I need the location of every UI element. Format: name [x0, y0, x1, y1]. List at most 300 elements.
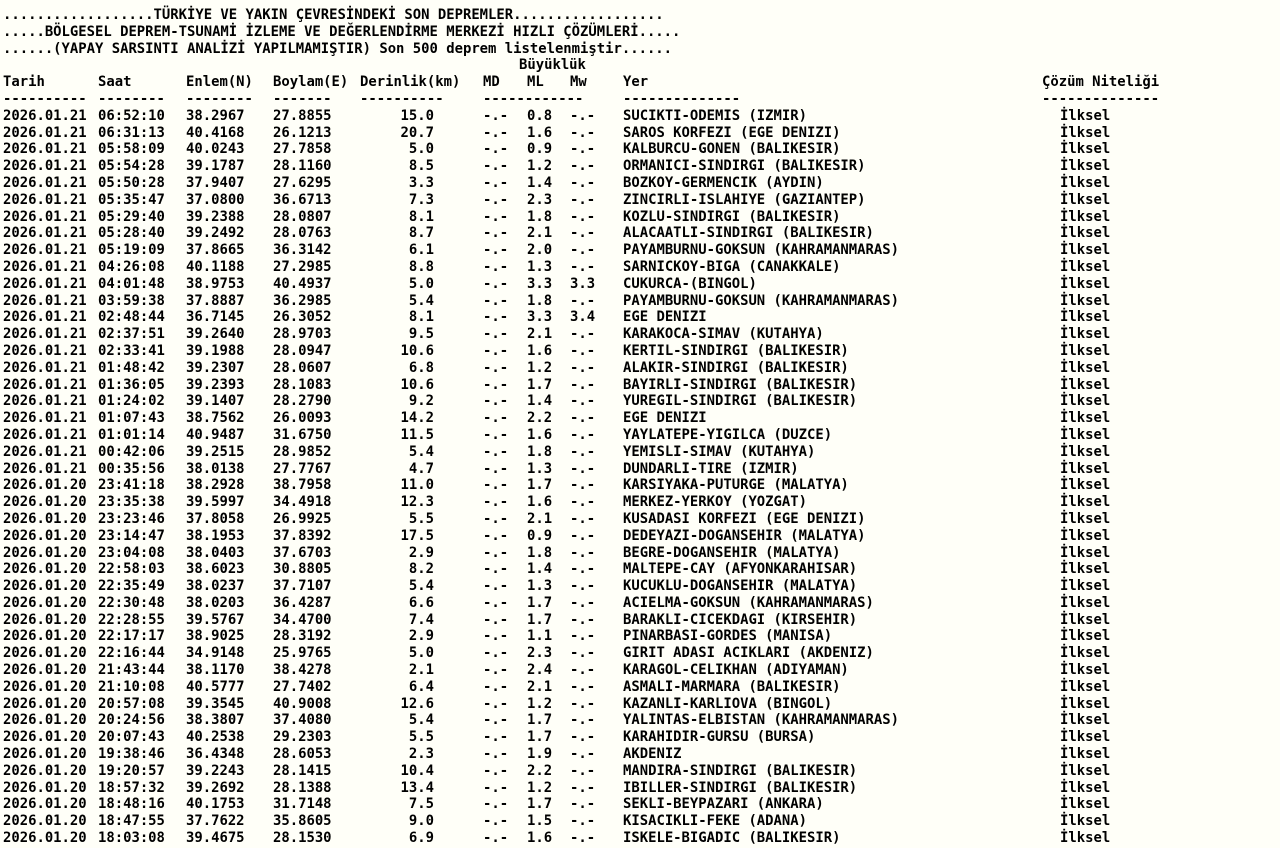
cell-lon: 36.3142 [273, 242, 332, 259]
cell-date: 2026.01.20 [3, 712, 87, 729]
cell-lon: 26.3052 [273, 309, 332, 326]
cell-lon: 36.4287 [273, 594, 332, 611]
cell-lon: 34.4700 [273, 611, 332, 628]
cell-lon: 28.3192 [273, 628, 332, 645]
cell-md: -.- [483, 594, 509, 611]
separator-time: -------- [98, 90, 165, 107]
cell-mw: -.- [570, 628, 596, 645]
cell-md: -.- [483, 242, 509, 259]
cell-time: 00:42:06 [98, 443, 165, 460]
cell-ml: 1.8 [527, 443, 553, 460]
cell-lon: 28.2790 [273, 393, 332, 410]
cell-md: -.- [483, 830, 509, 847]
cell-mw: -.- [570, 426, 596, 443]
cell-ml: 2.4 [527, 662, 553, 679]
cell-location: KARAGOL-CELIKHAN (ADIYAMAN) [623, 662, 849, 679]
cell-mw: -.- [570, 342, 596, 359]
cell-depth: 5.5 [408, 510, 434, 527]
cell-lat: 39.2492 [186, 225, 245, 242]
cell-quality: İlksel [1060, 174, 1111, 191]
cell-ml: 1.7 [527, 712, 553, 729]
cell-ml: 1.8 [527, 544, 553, 561]
cell-mw: -.- [570, 813, 596, 830]
cell-location: KERTIL-SINDIRGI (BALIKESIR) [623, 342, 849, 359]
cell-lat: 39.2393 [186, 376, 245, 393]
cell-depth: 2.9 [408, 628, 434, 645]
cell-location: GIRIT ADASI ACIKLARI (AKDENIZ) [623, 645, 874, 662]
cell-time: 22:35:49 [98, 578, 165, 595]
cell-lat: 39.3545 [186, 695, 245, 712]
cell-lon: 29.2303 [273, 729, 332, 746]
cell-ml: 2.2 [527, 410, 553, 427]
cell-time: 22:30:48 [98, 594, 165, 611]
cell-lat: 37.9407 [186, 174, 245, 191]
cell-date: 2026.01.20 [3, 477, 87, 494]
cell-time: 21:10:08 [98, 678, 165, 695]
cell-depth: 8.5 [408, 158, 434, 175]
cell-md: -.- [483, 191, 509, 208]
cell-ml: 2.3 [527, 191, 553, 208]
table-row [3, 259, 1280, 276]
column-header-location: Yer [623, 74, 649, 91]
cell-mw: -.- [570, 477, 596, 494]
cell-date: 2026.01.20 [3, 645, 87, 662]
cell-ml: 2.0 [527, 242, 553, 259]
cell-date: 2026.01.20 [3, 594, 87, 611]
cell-time: 04:26:08 [98, 258, 165, 275]
column-header-quality: Çözüm Niteliği [1042, 74, 1160, 91]
separator-row [3, 91, 1280, 108]
cell-ml: 2.1 [527, 510, 553, 527]
cell-date: 2026.01.21 [3, 326, 87, 343]
table-row [3, 141, 1280, 158]
cell-location: ZINCIRLI-ISLAHIYE (GAZIANTEP) [623, 191, 866, 208]
cell-lon: 28.1415 [273, 762, 332, 779]
table-row [3, 645, 1280, 662]
cell-depth: 12.3 [400, 494, 434, 511]
cell-mw: -.- [570, 191, 596, 208]
cell-lon: 26.9925 [273, 510, 332, 527]
cell-date: 2026.01.20 [3, 796, 87, 813]
cell-date: 2026.01.20 [3, 527, 87, 544]
separator-date: ---------- [3, 90, 87, 107]
cell-md: -.- [483, 527, 509, 544]
cell-md: -.- [483, 729, 509, 746]
cell-depth: 5.4 [408, 292, 434, 309]
cell-md: -.- [483, 628, 509, 645]
table-row [3, 545, 1280, 562]
cell-quality: İlksel [1060, 158, 1111, 175]
cell-md: -.- [483, 359, 509, 376]
table-row [3, 125, 1280, 142]
cell-lon: 30.8805 [273, 561, 332, 578]
cell-lon: 38.7958 [273, 477, 332, 494]
table-row [3, 729, 1280, 746]
cell-date: 2026.01.21 [3, 342, 87, 359]
cell-location: YEMISLI-SIMAV (KUTAHYA) [623, 443, 816, 460]
cell-quality: İlksel [1060, 662, 1111, 679]
cell-lon: 28.1160 [273, 158, 332, 175]
cell-lat: 39.1988 [186, 342, 245, 359]
cell-date: 2026.01.20 [3, 611, 87, 628]
cell-ml: 0.9 [527, 141, 553, 158]
cell-depth: 5.4 [408, 443, 434, 460]
header-line-3: ......(YAPAY SARSINTI ANALİZİ YAPILMAMIŞTIR) Son 500 deprem listelenmiştir...... [3, 40, 673, 57]
cell-ml: 1.5 [527, 813, 553, 830]
table-row [3, 293, 1280, 310]
cell-md: -.- [483, 779, 509, 796]
cell-quality: İlksel [1060, 460, 1111, 477]
cell-lon: 28.0607 [273, 359, 332, 376]
separator-location: -------------- [623, 90, 741, 107]
cell-ml: 1.6 [527, 426, 553, 443]
cell-ml: 1.6 [527, 494, 553, 511]
cell-depth: 6.9 [408, 830, 434, 847]
table-row [3, 746, 1280, 763]
cell-mw: -.- [570, 208, 596, 225]
cell-time: 01:07:43 [98, 410, 165, 427]
cell-md: -.- [483, 796, 509, 813]
cell-time: 02:48:44 [98, 309, 165, 326]
cell-lon: 25.9765 [273, 645, 332, 662]
column-header-mw: Mw [570, 74, 587, 91]
cell-depth: 8.7 [408, 225, 434, 242]
cell-location: KUCUKLU-DOGANSEHIR (MALATYA) [623, 578, 858, 595]
cell-location: SAROS KORFEZI (EGE DENIZI) [623, 124, 841, 141]
cell-date: 2026.01.21 [3, 191, 87, 208]
cell-quality: İlksel [1060, 208, 1111, 225]
cell-time: 05:58:09 [98, 141, 165, 158]
cell-md: -.- [483, 443, 509, 460]
cell-date: 2026.01.20 [3, 729, 87, 746]
cell-lat: 39.1787 [186, 158, 245, 175]
cell-lon: 36.6713 [273, 191, 332, 208]
cell-lat: 39.5767 [186, 611, 245, 628]
cell-lon: 27.7402 [273, 678, 332, 695]
cell-lat: 38.7562 [186, 410, 245, 427]
cell-location: DUNDARLI-TIRE (IZMIR) [623, 460, 799, 477]
cell-lon: 38.4278 [273, 662, 332, 679]
table-row [3, 225, 1280, 242]
cell-ml: 1.2 [527, 158, 553, 175]
cell-md: -.- [483, 208, 509, 225]
table-row [3, 712, 1280, 729]
separator-lon: ------- [273, 90, 332, 107]
cell-mw: -.- [570, 695, 596, 712]
magnitude-group-header [3, 57, 1280, 74]
cell-date: 2026.01.20 [3, 746, 87, 763]
cell-mw: 3.3 [570, 275, 596, 292]
cell-md: -.- [483, 292, 509, 309]
cell-date: 2026.01.20 [3, 578, 87, 595]
cell-quality: İlksel [1060, 645, 1111, 662]
cell-depth: 4.7 [408, 460, 434, 477]
cell-ml: 1.4 [527, 393, 553, 410]
table-row [3, 175, 1280, 192]
cell-date: 2026.01.20 [3, 813, 87, 830]
cell-ml: 1.2 [527, 359, 553, 376]
cell-location: EGE DENIZI [623, 410, 707, 427]
cell-md: -.- [483, 342, 509, 359]
cell-ml: 3.3 [527, 275, 553, 292]
cell-date: 2026.01.21 [3, 141, 87, 158]
cell-date: 2026.01.20 [3, 762, 87, 779]
cell-lon: 28.0807 [273, 208, 332, 225]
column-header-time: Saat [98, 74, 132, 91]
cell-quality: İlksel [1060, 191, 1111, 208]
cell-time: 23:23:46 [98, 510, 165, 527]
cell-lat: 39.5997 [186, 494, 245, 511]
cell-time: 22:28:55 [98, 611, 165, 628]
cell-depth: 9.5 [408, 326, 434, 343]
table-row [3, 410, 1280, 427]
cell-time: 18:03:08 [98, 830, 165, 847]
cell-location: KAZANLI-KARLIOVA (BINGOL) [623, 695, 833, 712]
cell-md: -.- [483, 746, 509, 763]
cell-time: 01:01:14 [98, 426, 165, 443]
cell-location: PAYAMBURNU-GOKSUN (KAHRAMANMARAS) [623, 292, 899, 309]
cell-ml: 1.3 [527, 460, 553, 477]
cell-date: 2026.01.21 [3, 460, 87, 477]
cell-location: ALACAATLI-SINDIRGI (BALIKESIR) [623, 225, 874, 242]
cell-date: 2026.01.20 [3, 628, 87, 645]
cell-lat: 38.0237 [186, 578, 245, 595]
cell-mw: -.- [570, 326, 596, 343]
cell-mw: -.- [570, 393, 596, 410]
cell-location: YUREGIL-SINDIRGI (BALIKESIR) [623, 393, 858, 410]
cell-time: 05:50:28 [98, 174, 165, 191]
cell-ml: 0.9 [527, 527, 553, 544]
cell-depth: 10.6 [400, 342, 434, 359]
cell-lon: 28.9703 [273, 326, 332, 343]
cell-depth: 14.2 [400, 410, 434, 427]
table-row [3, 561, 1280, 578]
cell-quality: İlksel [1060, 292, 1111, 309]
cell-depth: 10.4 [400, 762, 434, 779]
cell-date: 2026.01.20 [3, 494, 87, 511]
cell-mw: -.- [570, 594, 596, 611]
cell-quality: İlksel [1060, 107, 1111, 124]
table-row [3, 461, 1280, 478]
cell-ml: 1.8 [527, 208, 553, 225]
table-row [3, 326, 1280, 343]
cell-lon: 37.8392 [273, 527, 332, 544]
earthquake-rows [3, 108, 1280, 847]
cell-lon: 31.7148 [273, 796, 332, 813]
cell-depth: 11.0 [400, 477, 434, 494]
cell-date: 2026.01.21 [3, 124, 87, 141]
cell-depth: 10.6 [400, 376, 434, 393]
cell-depth: 8.2 [408, 561, 434, 578]
cell-time: 22:58:03 [98, 561, 165, 578]
table-row [3, 780, 1280, 797]
cell-quality: İlksel [1060, 796, 1111, 813]
cell-lat: 34.9148 [186, 645, 245, 662]
cell-mw: -.- [570, 712, 596, 729]
cell-lon: 37.4080 [273, 712, 332, 729]
table-row [3, 494, 1280, 511]
cell-location: MALTEPE-CAY (AFYONKARAHISAR) [623, 561, 858, 578]
cell-lat: 38.1953 [186, 527, 245, 544]
separator-depth: ---------- [360, 90, 444, 107]
cell-mw: -.- [570, 494, 596, 511]
cell-ml: 3.3 [527, 309, 553, 326]
cell-depth: 6.8 [408, 359, 434, 376]
cell-time: 20:24:56 [98, 712, 165, 729]
cell-ml: 1.3 [527, 258, 553, 275]
cell-quality: İlksel [1060, 762, 1111, 779]
table-row [3, 276, 1280, 293]
cell-depth: 2.1 [408, 662, 434, 679]
cell-quality: İlksel [1060, 359, 1111, 376]
cell-mw: -.- [570, 292, 596, 309]
table-row [3, 628, 1280, 645]
table-row [3, 309, 1280, 326]
cell-md: -.- [483, 510, 509, 527]
cell-time: 01:36:05 [98, 376, 165, 393]
cell-ml: 1.2 [527, 779, 553, 796]
cell-quality: İlksel [1060, 376, 1111, 393]
cell-mw: -.- [570, 107, 596, 124]
cell-date: 2026.01.21 [3, 359, 87, 376]
cell-quality: İlksel [1060, 813, 1111, 830]
cell-mw: -.- [570, 124, 596, 141]
cell-mw: -.- [570, 729, 596, 746]
cell-md: -.- [483, 275, 509, 292]
cell-date: 2026.01.21 [3, 208, 87, 225]
cell-time: 23:41:18 [98, 477, 165, 494]
cell-depth: 5.4 [408, 578, 434, 595]
cell-location: SARNICKOY-BIGA (CANAKKALE) [623, 258, 841, 275]
cell-date: 2026.01.21 [3, 292, 87, 309]
cell-mw: -.- [570, 225, 596, 242]
cell-lon: 27.6295 [273, 174, 332, 191]
table-row [3, 813, 1280, 830]
cell-quality: İlksel [1060, 510, 1111, 527]
cell-depth: 11.5 [400, 426, 434, 443]
cell-date: 2026.01.20 [3, 678, 87, 695]
cell-md: -.- [483, 460, 509, 477]
cell-lat: 39.4675 [186, 830, 245, 847]
cell-quality: İlksel [1060, 628, 1111, 645]
cell-date: 2026.01.21 [3, 107, 87, 124]
cell-md: -.- [483, 645, 509, 662]
table-row [3, 393, 1280, 410]
cell-depth: 7.3 [408, 191, 434, 208]
cell-location: ACIELMA-GOKSUN (KAHRAMANMARAS) [623, 594, 874, 611]
cell-mw: -.- [570, 796, 596, 813]
cell-mw: -.- [570, 510, 596, 527]
cell-depth: 8.1 [408, 208, 434, 225]
cell-lon: 35.8605 [273, 813, 332, 830]
cell-ml: 1.8 [527, 292, 553, 309]
table-row [3, 343, 1280, 360]
cell-mw: -.- [570, 762, 596, 779]
cell-time: 18:48:16 [98, 796, 165, 813]
cell-time: 19:20:57 [98, 762, 165, 779]
cell-quality: İlksel [1060, 326, 1111, 343]
cell-lat: 40.0243 [186, 141, 245, 158]
cell-date: 2026.01.21 [3, 158, 87, 175]
cell-lat: 38.2967 [186, 107, 245, 124]
cell-lon: 28.6053 [273, 746, 332, 763]
cell-time: 20:57:08 [98, 695, 165, 712]
cell-location: KUSADASI KORFEZI (EGE DENIZI) [623, 510, 866, 527]
cell-depth: 6.6 [408, 594, 434, 611]
cell-lon: 27.7858 [273, 141, 332, 158]
cell-mw: -.- [570, 258, 596, 275]
cell-lon: 28.1083 [273, 376, 332, 393]
column-header-md: MD [483, 74, 500, 91]
cell-lat: 39.2692 [186, 779, 245, 796]
cell-lat: 40.5777 [186, 678, 245, 695]
cell-mw: 3.4 [570, 309, 596, 326]
cell-lon: 27.2985 [273, 258, 332, 275]
cell-location: KARAKOCA-SIMAV (KUTAHYA) [623, 326, 824, 343]
table-row [3, 679, 1280, 696]
cell-quality: İlksel [1060, 695, 1111, 712]
cell-quality: İlksel [1060, 275, 1111, 292]
cell-depth: 17.5 [400, 527, 434, 544]
cell-ml: 2.3 [527, 645, 553, 662]
cell-md: -.- [483, 326, 509, 343]
cell-depth: 13.4 [400, 779, 434, 796]
cell-md: -.- [483, 578, 509, 595]
cell-location: KARAHIDIR-GURSU (BURSA) [623, 729, 816, 746]
cell-mw: -.- [570, 460, 596, 477]
cell-mw: -.- [570, 746, 596, 763]
cell-date: 2026.01.21 [3, 225, 87, 242]
cell-mw: -.- [570, 678, 596, 695]
cell-time: 05:35:47 [98, 191, 165, 208]
cell-date: 2026.01.21 [3, 443, 87, 460]
separator-magnitude: ------------ [483, 90, 584, 107]
cell-time: 05:28:40 [98, 225, 165, 242]
cell-md: -.- [483, 762, 509, 779]
cell-quality: İlksel [1060, 124, 1111, 141]
cell-mw: -.- [570, 141, 596, 158]
cell-quality: İlksel [1060, 225, 1111, 242]
header-line-2: .....BÖLGESEL DEPREM-TSUNAMİ İZLEME VE DEĞERLENDİRME MERKEZİ HIZLI ÇÖZÜMLERİ..... [3, 23, 681, 40]
cell-location: EGE DENIZI [623, 309, 707, 326]
table-row [3, 578, 1280, 595]
cell-ml: 1.1 [527, 628, 553, 645]
cell-time: 05:19:09 [98, 242, 165, 259]
table-row [3, 477, 1280, 494]
cell-lon: 26.0093 [273, 410, 332, 427]
cell-md: -.- [483, 611, 509, 628]
cell-quality: İlksel [1060, 141, 1111, 158]
cell-lon: 36.2985 [273, 292, 332, 309]
cell-ml: 1.9 [527, 746, 553, 763]
cell-lat: 40.4168 [186, 124, 245, 141]
table-row [3, 612, 1280, 629]
cell-location: SEKLI-BEYPAZARI (ANKARA) [623, 796, 824, 813]
table-row [3, 242, 1280, 259]
cell-md: -.- [483, 426, 509, 443]
cell-time: 01:24:02 [98, 393, 165, 410]
cell-lat: 38.0403 [186, 544, 245, 561]
table-row [3, 511, 1280, 528]
cell-time: 05:54:28 [98, 158, 165, 175]
cell-lat: 39.1407 [186, 393, 245, 410]
cell-lat: 36.4348 [186, 746, 245, 763]
cell-depth: 8.1 [408, 309, 434, 326]
cell-mw: -.- [570, 544, 596, 561]
cell-depth: 3.3 [408, 174, 434, 191]
cell-depth: 5.0 [408, 275, 434, 292]
cell-lat: 37.8887 [186, 292, 245, 309]
